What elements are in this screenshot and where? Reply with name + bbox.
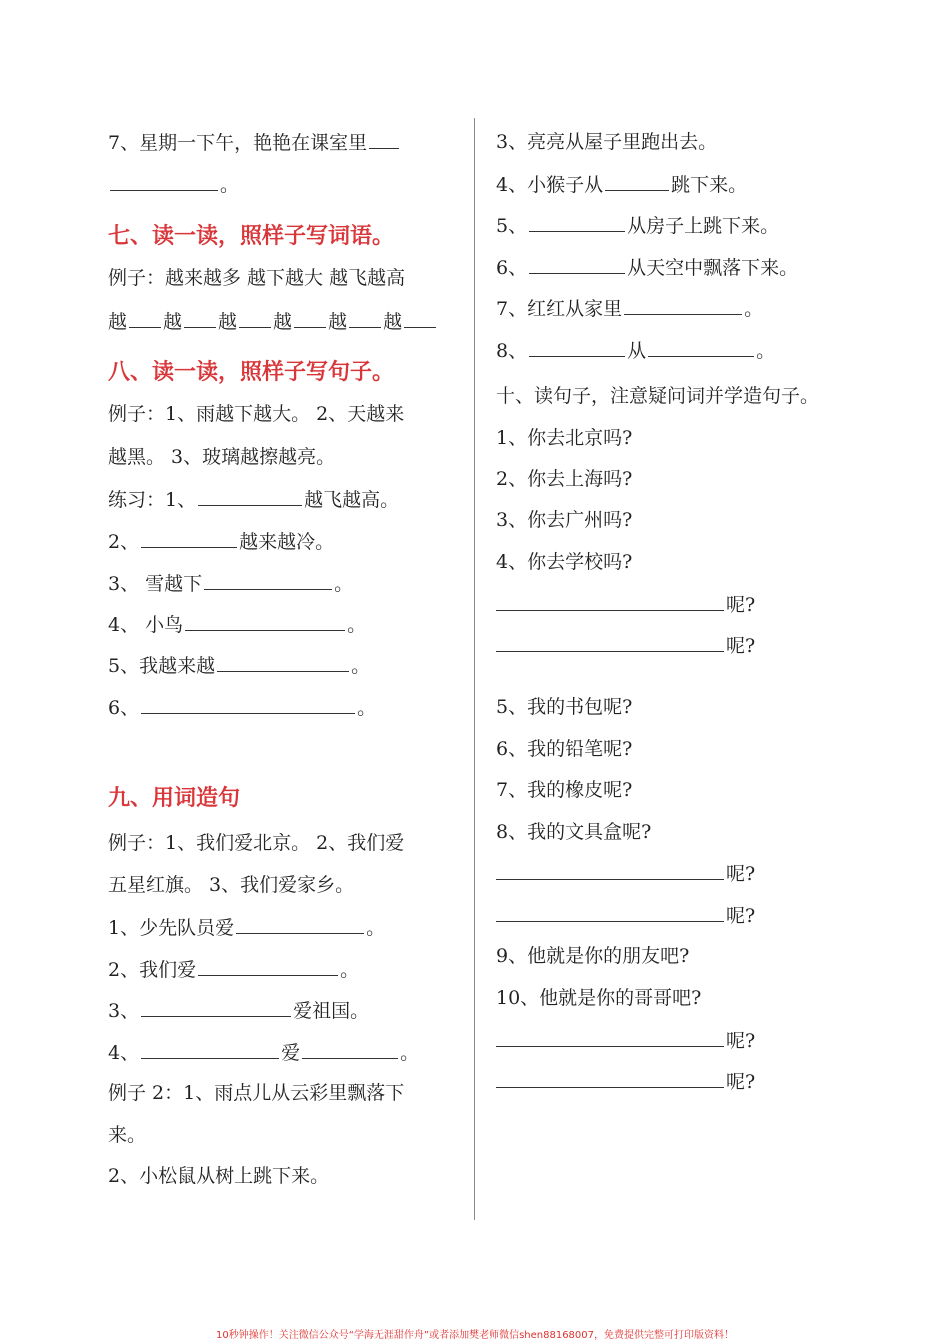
section-9-title: 九、用词造句 [108, 786, 241, 811]
answer-blank[interactable] [648, 336, 754, 357]
question-4: 4、你去学校吗? [496, 551, 633, 573]
section-8-example-1: 例子：1、雨越下越大。 2、天越来 [108, 403, 405, 425]
answer-blank[interactable] [404, 307, 436, 328]
section-8-title: 八、读一读，照样子写句子。 [108, 360, 395, 385]
section-7-title: 七、读一读，照样子写词语。 [108, 224, 395, 249]
answer-blank[interactable] [529, 253, 625, 274]
answer-blank[interactable] [605, 170, 669, 191]
question-3: 3、你去广州吗? [496, 509, 633, 531]
answer-blank[interactable] [239, 307, 271, 328]
section-9-example-1: 例子：1、我们爱北京。 2、我们爱 [108, 832, 405, 854]
section-8-example-2: 越黑。 3、玻璃越擦越亮。 [108, 446, 336, 468]
right-item-4: 4、小猴子从 跳下来。 [496, 170, 747, 198]
section-8-practice-1: 练习：1、 越飞越高。 [108, 485, 399, 513]
answer-blank[interactable] [204, 569, 332, 590]
answer-blank[interactable] [294, 307, 326, 328]
question-7: 7、我的橡皮呢? [496, 779, 633, 801]
answer-blank[interactable] [198, 485, 302, 506]
answer-blank[interactable] [141, 693, 355, 714]
answer-blank[interactable] [185, 610, 345, 631]
answer-blank[interactable] [184, 307, 216, 328]
question-8: 8、我的文具盒呢? [496, 821, 652, 843]
answer-blank[interactable] [496, 631, 724, 652]
question-1: 1、你去北京吗? [496, 427, 633, 449]
section-9-practice-2: 2、我们爱 。 [108, 955, 359, 983]
section-7-example: 例子：越来越多 越下越大 越飞越高 [108, 267, 406, 289]
answer-blank[interactable] [129, 307, 161, 328]
footer-notice: 10秒钟操作！关注微信公众号“学海无涯甜作舟”或者添加樊老师微信shen88168007，免费提供完整可打印版资料！ [215, 1330, 735, 1341]
column-divider [474, 118, 475, 1220]
right-item-6: 6、 从天空中飘落下来。 [496, 253, 798, 281]
right-item-5: 5、 从房子上跳下来。 [496, 211, 779, 239]
answer-blank[interactable] [496, 901, 724, 922]
answer-line: 呢? [496, 590, 755, 618]
section-9-example-3: 例子 2：1、雨点儿从云彩里飘落下 [108, 1082, 405, 1104]
right-item-3: 3、亮亮从屋子里跑出去。 [496, 131, 718, 153]
question-5: 5、我的书包呢? [496, 696, 633, 718]
section-8-practice-3: 3、 雪越下 。 [108, 569, 353, 597]
section-7-blanks: 越 越 越 越 越 越 [108, 307, 438, 335]
answer-line: 呢? [496, 631, 755, 659]
answer-blank[interactable] [496, 859, 724, 880]
answer-blank[interactable] [141, 527, 237, 548]
section-8-practice-5: 5、我越来越 。 [108, 651, 370, 679]
right-item-8: 8、 从 。 [496, 336, 775, 364]
question-6: 6、我的铅笔呢? [496, 738, 633, 760]
answer-blank[interactable] [141, 996, 291, 1017]
question-7-line1: 7、星期一下午，艳艳在课室里 [108, 128, 401, 156]
section-9-example-3-cont: 来。 [108, 1124, 147, 1146]
section-8-practice-6: 6、 。 [108, 693, 376, 721]
answer-blank[interactable] [496, 1026, 724, 1047]
section-9-example-2: 五星红旗。 3、我们爱家乡。 [108, 874, 355, 896]
question-10: 10、他就是你的哥哥吧? [496, 987, 702, 1009]
section-9-practice-1: 1、少先队员爱 。 [108, 913, 385, 941]
question-7-line2: 。 [108, 170, 239, 198]
section-9-practice-3: 3、 爱祖国。 [108, 996, 369, 1024]
answer-blank[interactable] [141, 1038, 279, 1059]
answer-blank[interactable] [496, 1067, 724, 1088]
question-9: 9、他就是你的朋友吧? [496, 945, 690, 967]
answer-line: 呢? [496, 1067, 755, 1095]
answer-blank[interactable] [496, 590, 724, 611]
answer-blank[interactable] [302, 1038, 398, 1059]
section-10-title: 十、读句子，注意疑问词并学造句子。 [496, 385, 820, 407]
section-8-practice-4: 4、 小鸟 。 [108, 610, 366, 638]
answer-blank[interactable] [217, 651, 349, 672]
question-2: 2、你去上海吗? [496, 468, 633, 490]
right-item-7: 7、红红从家里 。 [496, 294, 763, 322]
answer-line: 呢? [496, 859, 755, 887]
answer-blank[interactable] [110, 170, 218, 191]
answer-blank[interactable] [369, 128, 399, 149]
answer-line: 呢? [496, 901, 755, 929]
answer-blank[interactable] [529, 336, 625, 357]
answer-blank[interactable] [529, 211, 625, 232]
section-9-example-4: 2、小松鼠从树上跳下来。 [108, 1165, 330, 1187]
answer-blank[interactable] [198, 955, 338, 976]
answer-line: 呢? [496, 1026, 755, 1054]
section-9-practice-4: 4、 爱 。 [108, 1038, 419, 1066]
answer-blank[interactable] [236, 913, 364, 934]
answer-blank[interactable] [624, 294, 742, 315]
section-8-practice-2: 2、 越来越冷。 [108, 527, 334, 555]
answer-blank[interactable] [349, 307, 381, 328]
